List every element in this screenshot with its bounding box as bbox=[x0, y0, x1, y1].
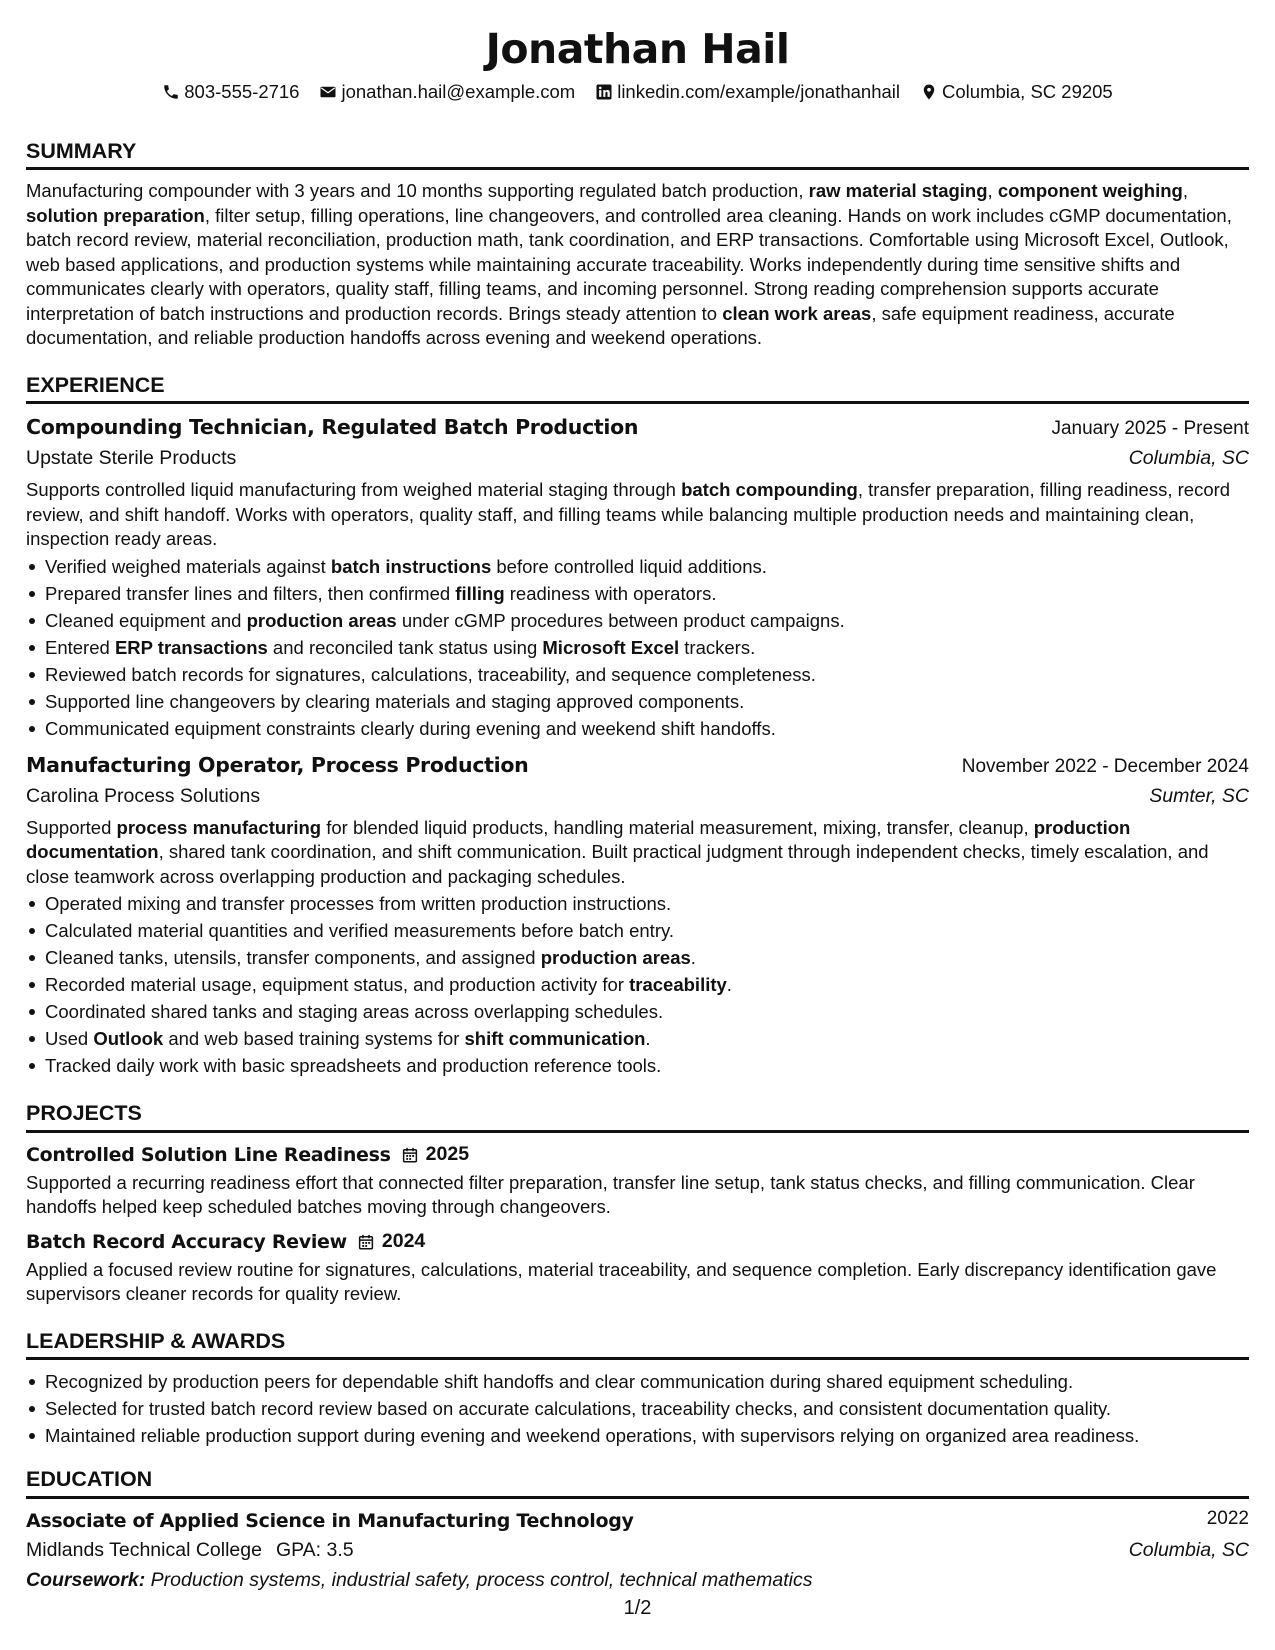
list-item: Prepared transfer lines and filters, then confirmed filling readiness with operators. bbox=[26, 580, 1249, 607]
job-description: Supports controlled liquid manufacturing from weighed material staging through batch compounding, transfer preparation, filling readiness, record review, and shift handoff. Works with operators, quality staff, and filling teams while balancing multiple production needs and maintaining clean, inspection ready areas. bbox=[26, 479, 1231, 549]
section-title-experience: EXPERIENCE bbox=[26, 373, 1249, 405]
list-item: Cleaned tanks, utensils, transfer components, and assigned production areas. bbox=[26, 944, 1249, 971]
project-description: Supported a recurring readiness effort that connected filter preparation, transfer line setup, tank status checks, and filling communication. Clear handoffs helped keep scheduled batches moving through changeovers. bbox=[26, 1171, 1195, 1217]
leadership-list bbox=[26, 1368, 1249, 1449]
job-location: Columbia, SC bbox=[1128, 447, 1249, 469]
section-title-education: EDUCATION bbox=[26, 1467, 1249, 1499]
linkedin-icon bbox=[595, 83, 613, 101]
section-title-leadership: LEADERSHIP & AWARDS bbox=[26, 1329, 1249, 1361]
coursework bbox=[26, 1565, 1249, 1595]
project-entry bbox=[26, 1228, 1249, 1307]
location-text: Columbia, SC 29205 bbox=[942, 81, 1113, 102]
phone-number: 803-555-2716 bbox=[184, 81, 300, 102]
job-bullets bbox=[26, 553, 1249, 742]
company-name: Upstate Sterile Products bbox=[26, 447, 237, 469]
candidate-name: Jonathan Hail bbox=[485, 25, 790, 73]
linkedin-url[interactable]: linkedin.com/example/jonathanhail bbox=[617, 81, 901, 102]
school-name: Midlands Technical College bbox=[26, 1538, 262, 1561]
project-entry bbox=[26, 1141, 1249, 1220]
contact-location bbox=[920, 80, 1113, 105]
degree-title: Associate of Applied Science in Manufacturing Technology bbox=[26, 1509, 634, 1532]
job-dates: January 2025 - Present bbox=[1051, 418, 1249, 439]
list-item: Communicated equipment constraints clearly during evening and weekend shift handoffs. bbox=[26, 715, 1249, 742]
company-name: Carolina Process Solutions bbox=[26, 784, 261, 807]
list-item: Recorded material usage, equipment status, and production activity for traceability. bbox=[26, 971, 1249, 998]
job-dates: November 2022 - December 2024 bbox=[961, 755, 1249, 777]
section-title-projects: PROJECTS bbox=[26, 1101, 1249, 1133]
graduation-year: 2022 bbox=[1206, 1507, 1249, 1529]
job-location: Sumter, SC bbox=[1149, 784, 1249, 807]
gpa: GPA: 3.5 bbox=[275, 1538, 354, 1561]
job-bullets bbox=[26, 890, 1249, 1079]
project-year: 2024 bbox=[381, 1230, 426, 1253]
contact-email[interactable] bbox=[319, 80, 575, 105]
list-item: Verified weighed materials against batch instructions before controlled liquid additions. bbox=[26, 553, 1249, 580]
list-item: Tracked daily work with basic spreadsheets and production reference tools. bbox=[26, 1052, 1249, 1079]
project-title: Controlled Solution Line Readiness bbox=[26, 1143, 391, 1166]
list-item: Recognized by production peers for dependable shift handoffs and clear communication during shared equipment scheduling. bbox=[26, 1368, 1249, 1395]
project-title: Batch Record Accuracy Review bbox=[26, 1230, 347, 1253]
contact-linkedin[interactable] bbox=[595, 80, 900, 105]
job-entry bbox=[26, 750, 1249, 1080]
job-title: Compounding Technician, Regulated Batch Production bbox=[26, 415, 639, 439]
list-item: Entered ERP transactions and reconciled tank status using Microsoft Excel trackers. bbox=[26, 634, 1249, 661]
job-entry bbox=[26, 412, 1249, 742]
list-item: Coordinated shared tanks and staging areas across overlapping schedules. bbox=[26, 998, 1249, 1025]
contact-phone bbox=[162, 80, 299, 105]
school-location: Columbia, SC bbox=[1128, 1538, 1249, 1561]
calendar-icon bbox=[357, 1233, 375, 1251]
list-item: Selected for trusted batch record review based on accurate calculations, traceability checks, and consistent documentation quality. bbox=[26, 1395, 1249, 1422]
project-description: Applied a focused review routine for signatures, calculations, material traceability, and sequence completion. Early discrepancy identification gave supervisors cleaner records for quality review. bbox=[26, 1258, 1217, 1304]
job-title: Manufacturing Operator, Process Production bbox=[26, 752, 529, 777]
list-item: Cleaned equipment and production areas under cGMP procedures between product campaigns. bbox=[26, 607, 1249, 634]
calendar-icon bbox=[401, 1146, 419, 1164]
phone-icon bbox=[162, 83, 180, 101]
summary-text: Manufacturing compounder with 3 years and 10 months supporting regulated batch production, raw material staging, component weighing, solution preparation, filter setup, filling operations, line changeovers, and controlled area cleaning. Hands on work includes cGMP documentation, batch record review, material reconciliation, production math, tank coordination, and ERP transactions. Comfortable using Microsoft Excel, Outlook, web based applications, and production systems while maintaining accurate traceability. Works independently during time sensitive shifts and communicates clearly with operators, quality staff, filling teams, and incoming personnel. Strong reading comprehension supports accurate interpretation of batch instructions and production records. Brings steady attention to clean work areas, safe equipment readiness, accurate documentation, and reliable production handoffs across evening and weekend operations. bbox=[26, 180, 1232, 348]
section-title-summary: SUMMARY bbox=[26, 139, 1249, 171]
envelope-icon bbox=[319, 83, 337, 101]
email-address[interactable]: jonathan.hail@example.com bbox=[341, 81, 576, 102]
coursework-label: Coursework: bbox=[26, 1568, 146, 1591]
page-number: 1/2 bbox=[623, 1597, 652, 1619]
contact-bar bbox=[26, 80, 1249, 105]
project-year: 2025 bbox=[425, 1143, 470, 1166]
job-description: Supported process manufacturing for blended liquid products, handling material measurement, mixing, transfer, cleanup, production documentation, shared tank coordination, and shift communication. Built practical judgment through independent checks, timely escalation, and close teamwork across overlapping production and packaging schedules. bbox=[26, 816, 1209, 887]
map-marker-icon bbox=[920, 83, 938, 101]
coursework-list: Production systems, industrial safety, process control, technical mathematics bbox=[150, 1568, 813, 1591]
list-item: Supported line changeovers by clearing materials and staging approved components. bbox=[26, 688, 1249, 715]
list-item: Calculated material quantities and verified measurements before batch entry. bbox=[26, 917, 1249, 944]
list-item: Reviewed batch records for signatures, calculations, traceability, and sequence completeness. bbox=[26, 661, 1249, 688]
list-item: Used Outlook and web based training systems for shift communication. bbox=[26, 1025, 1249, 1052]
list-item: Maintained reliable production support during evening and weekend operations, with supervisors relying on organized area readiness. bbox=[26, 1422, 1249, 1449]
list-item: Operated mixing and transfer processes from written production instructions. bbox=[26, 890, 1249, 917]
